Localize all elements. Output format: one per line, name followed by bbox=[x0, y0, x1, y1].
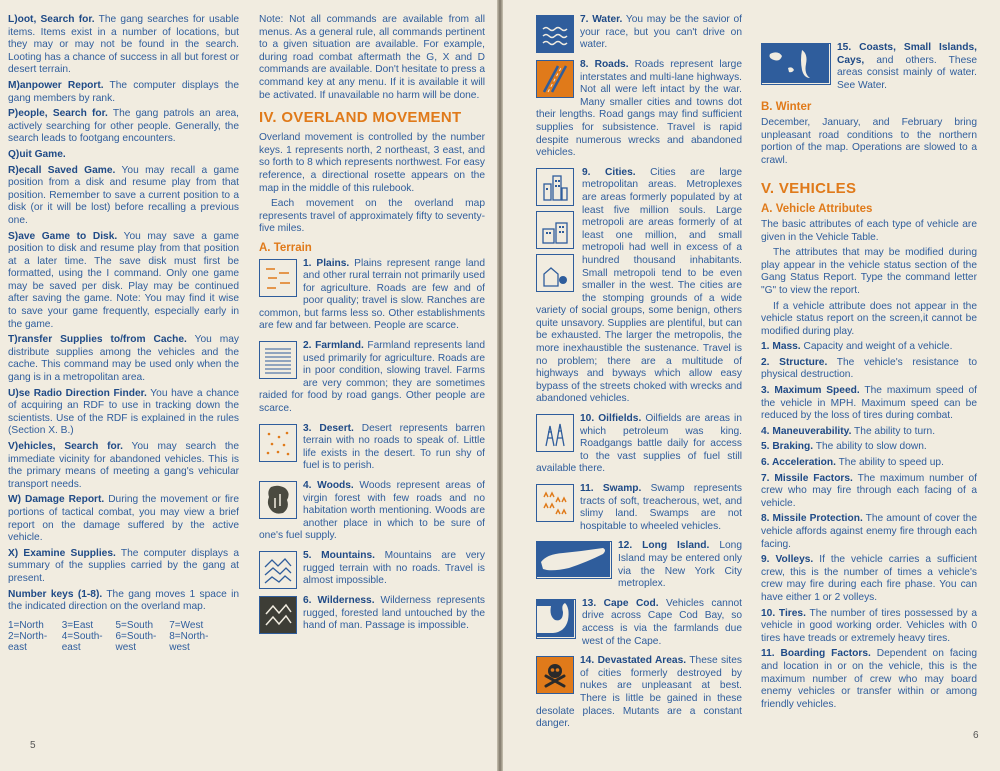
direction-label: 7=West bbox=[169, 619, 204, 631]
command-entry: V)ehicles, Search for. You may search the immediate vicinity for abandoned vehicles. This is the primary means of meeting a gang's vehicular transport needs. bbox=[8, 441, 239, 490]
page-number: 5 bbox=[30, 740, 36, 751]
terrain-entry-plains: 1. Plains. Plains represent range land and other rural terrain not primarily used for agriculture. Roads are few and of poor quality; travel is slow. Ranches are common, but farms less so. Other establishments are few and far between. People are scarce. bbox=[259, 257, 485, 332]
direction-label: 2=North-east bbox=[8, 630, 48, 653]
attribute-entry: 2. Structure. The vehicle's resistance to physical destruction. bbox=[761, 356, 977, 381]
skull-crossbones-icon bbox=[536, 656, 574, 694]
terrain-entry-coasts: 15. Coasts, Small Islands, Cays, and others. These areas consist mainly of water. See Water. bbox=[761, 42, 977, 95]
terrain-entry-farmland: 2. Farmland. Farmland represents land used primarily for agriculture. Roads are in poor condition, slowing travel. Farms are very common; they are sometimes raided for food by road gangs. Other people are scarce. bbox=[259, 340, 485, 415]
commands-column bbox=[8, 14, 239, 653]
attribute-entry: 8. Missile Protection. The amount of cover the vehicle affords against enemy fire through each facing. bbox=[761, 513, 977, 550]
attributes-paragraph: The attributes that may be modified during play appear in the vehicle status section of the Gang Status Report. Type the command letter "G" to view the report. bbox=[761, 247, 977, 296]
attribute-entry: 11. Boarding Factors. Dependent on facing and location in or on the vehicle, this is the maximum number of crew who may board enemy vehicles or transfer within or among friendly vehicles. bbox=[761, 648, 978, 710]
page-number: 6 bbox=[973, 730, 979, 741]
winter-text: December, January, and February bring unpleasant road conditions to the northern portion of the map. Operations are slowed to a crawl. bbox=[761, 116, 977, 166]
terrain-entry-woods: 4. Woods. Woods represent areas of virgin forest with few roads and no habitation worth mentioning. Woods are another place in which to be sure of one's fuel supply. bbox=[259, 480, 485, 542]
farmland-icon bbox=[259, 341, 297, 379]
terrain-entry-wilderness: 6. Wilderness. Wilderness represents rugged, forested land untouched by the hand of man. Passage is impossible. bbox=[259, 595, 485, 636]
command-entry: M)anpower Report. The computer displays the gang members by rank. bbox=[8, 79, 239, 104]
mountains-icon bbox=[259, 551, 297, 589]
overland-paragraph: Overland movement is controlled by the number keys. 1 represents north, 2 northeast, 3 east, and so forth to 8 which represents northwest. For easy reference, a directional rosette appears on the map in the middle of this rulebook. bbox=[259, 132, 485, 194]
desert-icon bbox=[259, 424, 297, 462]
direction-label: 1=North bbox=[8, 619, 44, 631]
left-page bbox=[0, 0, 497, 771]
attribute-entry: 7. Missile Factors. The maximum number of crew who may fire through each facing of a vehicle. bbox=[761, 472, 977, 509]
section-title-vehicles: V. VEHICLES bbox=[761, 180, 857, 198]
attribute-entry: 5. Braking. The ability to slow down. bbox=[761, 441, 927, 453]
direction-key-table bbox=[8, 620, 223, 653]
water-icon bbox=[536, 15, 574, 53]
cities-icon-large bbox=[536, 168, 574, 206]
attribute-entry: 10. Tires. The number of tires possessed by a vehicle in good working order. Vehicles with 0 tires have treads or extremely heavy tires. bbox=[761, 607, 977, 644]
direction-label: 6=South-west bbox=[115, 630, 157, 653]
command-entry: X) Examine Supplies. The computer displays a summary of the supplies carried by the gang at present. bbox=[8, 547, 239, 584]
terrain-entry-roads: 8. Roads. Roads represent large interstates and multi-lane highways. Not all were left intact by the war. Many smaller cities and towns dot their lengths. Road gangs may find sufficient supplies for subsistence. Travel is rapid despite numerous wrecks and abandoned vehicles. bbox=[536, 59, 742, 159]
command-entry: U)se Radio Direction Finder. You have a chance of acquiring an RDF to use in tracking down the scientists. Use of the RDF is explained in the rules (Section X. B.) bbox=[8, 387, 240, 437]
command-entry: W) Damage Report. During the movement or fire portions of tactical combat, you may view a brief report on the damage suffered by the active vehicle. bbox=[8, 494, 239, 544]
command-entry: Number keys (1-8). The gang moves 1 space in the indicated direction on the overland map. bbox=[8, 588, 239, 613]
terrain-entry-water: 7. Water. You may be the savior of your race, but you can't drive on water. bbox=[536, 14, 742, 55]
vehicles-column bbox=[761, 14, 977, 714]
terrain-entry-swamp: 11. Swamp. Swamp represents tracts of soft, treacherous, wet, and slimy land. Swamps are not hospitable to wheeled vehicles. bbox=[536, 483, 742, 536]
swamp-icon bbox=[536, 484, 574, 522]
cities-icon-small bbox=[536, 254, 574, 292]
cape-cod-map bbox=[536, 599, 576, 639]
coasts-icon bbox=[761, 43, 831, 85]
attributes-paragraph: If a vehicle attribute does not appear in the vehicle status report on the screen,it cannot be modified during play. bbox=[761, 300, 977, 337]
city-icon-stack bbox=[536, 167, 576, 294]
attributes-heading: A. Vehicle Attributes bbox=[761, 203, 873, 216]
terrain-entry-long-island: 12. Long Island. Long Island may be entered only via the New York City metroplex. bbox=[536, 540, 742, 593]
terrain-entry-devastated: 14. Devastated Areas. These sites of cities formerly destroyed by nukes are unpleasant at best. There is little be gained in these desolate places. Mutants are a constant danger. bbox=[536, 655, 742, 730]
cities-icon-medium bbox=[536, 211, 574, 249]
command-entry: R)ecall Saved Game. You may recall a game position from a disk and resume play from that position. Remember to save a current position to a disk (or it will be lost) before recalling a previous one. bbox=[8, 164, 239, 226]
command-entry: S)ave Game to Disk. You may save a game position to disk and resume play from that position at a later time. The save disk must first be formatted, using the I command. Only one game may be saved per disk. Play may be continued after saving the game. Note: You may find it wise to save your game frequently, especially early in the game. bbox=[8, 230, 239, 330]
wilderness-icon bbox=[259, 596, 297, 634]
terrain-entry-desert: 3. Desert. Desert represents barren terrain with no roads to speak of. Little life exists in the desert. To run shy of fuel is to perish. bbox=[259, 423, 485, 476]
winter-heading: B. Winter bbox=[761, 101, 812, 114]
command-entry: Q)uit Game. bbox=[8, 148, 66, 160]
section-title-overland: IV. OVERLAND MOVEMENT bbox=[259, 109, 462, 127]
direction-label: 4=South-east bbox=[61, 630, 103, 653]
plains-icon bbox=[259, 259, 297, 297]
overland-column bbox=[259, 14, 485, 640]
right-page bbox=[503, 0, 1000, 771]
direction-label: 5=South bbox=[115, 619, 154, 631]
oilfields-icon bbox=[536, 414, 574, 452]
command-entry: L)oot, Search for. The gang searches for usable items. Items exist in a number of locations, but they may or may not be found in the search. Looting has a chance of success in all but forest or desert terrain. bbox=[8, 14, 239, 76]
terrain-column bbox=[536, 14, 742, 738]
command-entry: T)ransfer Supplies to/from Cache. You may distribute supplies among the vehicles and the cache. This command may be used only when the gang is in a metropolitan area. bbox=[8, 334, 239, 384]
terrain-entry-cities: 9. Cities. Cities are large metropolitan areas. Metroplexes are areas formerly populated by at least five million souls. Large metropoli are areas formerly of at least one million, and small metropoli had well in excess of a hundred thousand inhabitants. Small metropoli tend to be even smaller in the west. The cities are the stomping grounds of a wide variety of social groups, some benign, others quite unsavory. Supplies are plentiful, but can be exhausted. The larger the metropolis, the more inexhaustible the sustenance. Travel is no problem; there are a multitude of highways and byways which allow easy bypass of the streets choked with wrecks and abandoned vehicles. bbox=[536, 166, 742, 405]
terrain-heading: A. Terrain bbox=[259, 241, 312, 254]
attribute-entry: 9. Volleys. If the vehicle carries a sufficient crew, this is the number of times a vehicle's crew may fire during each fire phase. You can have either 1 or 2 volleys. bbox=[761, 554, 977, 603]
terrain-entry-mountains: 5. Mountains. Mountains are very rugged terrain with no roads. Travel is almost impossible. bbox=[259, 550, 485, 591]
attribute-entry: 4. Maneuverability. The ability to turn. bbox=[761, 425, 936, 437]
terrain-entry-cape-cod: 13. Cape Cod. Vehicles cannot drive across Cape Cod Bay, so access is via the farmlands due west of the Cape. bbox=[536, 598, 742, 651]
direction-label: 8=North-west bbox=[169, 630, 209, 653]
attribute-entry: 3. Maximum Speed. The maximum speed of the vehicle in MPH. Maximum speed can be reduced by the loss of tires during combat. bbox=[761, 385, 977, 422]
command-entry: P)eople, Search for. The gang patrols an area, actively searching for other people. Generally, the search leads to footgang encounters. bbox=[8, 108, 239, 145]
roads-icon bbox=[536, 60, 574, 98]
woods-icon bbox=[259, 481, 297, 519]
attribute-entry: 6. Acceleration. The ability to speed up. bbox=[761, 457, 944, 469]
terrain-entry-oilfields: 10. Oilfields. Oilfields are areas in which petroleum was king. Roadgangs battle daily for access to the vast supplies of fuel still available there. bbox=[536, 413, 742, 475]
attributes-paragraph: The basic attributes of each type of vehicle are given in the Vehicle Table. bbox=[761, 218, 977, 243]
commands-note: Note: Not all commands are available from all menus. As a general rule, all commands pertinent to a given situation are available. For example, during road combat aftermath the G, X and D commands are available. Don't hesitate to press a command key at any menu. If it is available it will be activated. If unavailable no harm will be done. bbox=[259, 14, 485, 101]
attribute-entry: 1. Mass. Capacity and weight of a vehicle. bbox=[761, 341, 953, 353]
direction-label: 3=East bbox=[61, 619, 94, 631]
long-island-map bbox=[536, 541, 612, 579]
overland-paragraph: Each movement on the overland map represents travel of approximately fifty to seventy-five miles. bbox=[259, 198, 485, 235]
